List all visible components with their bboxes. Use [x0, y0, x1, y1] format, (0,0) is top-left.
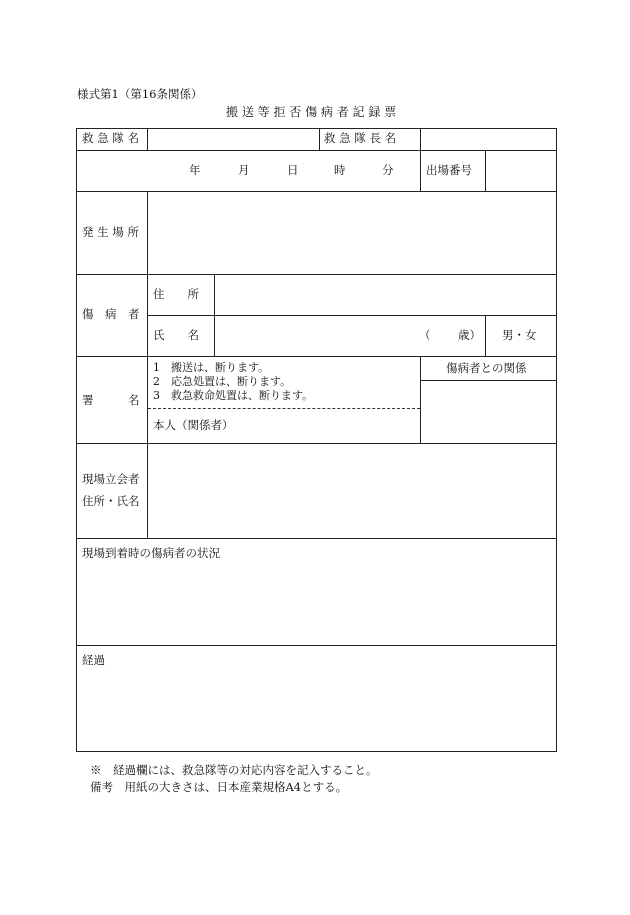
progress-field[interactable] [82, 672, 552, 746]
border-bottom [76, 751, 557, 752]
border-top [76, 128, 557, 129]
dispatch-number-field[interactable] [489, 165, 553, 179]
witness-label-line1: 現場立会者 [82, 472, 140, 486]
row-divider [76, 191, 557, 192]
date-month-label: 月 [238, 163, 250, 177]
team-name-label: 救 急 隊 名 [82, 131, 139, 145]
col-divider [214, 274, 215, 356]
age-open-paren: （ [419, 328, 431, 342]
row-divider [76, 356, 557, 357]
row-divider [76, 443, 557, 444]
border-left [76, 128, 77, 752]
note-paper-size: 備考 用紙の大きさは、日本産業規格A4とする。 [90, 780, 348, 794]
date-year-label: 年 [189, 163, 201, 177]
incident-location-field[interactable] [152, 196, 552, 270]
condition-field[interactable] [82, 566, 552, 640]
incident-location-label: 発 生 場 所 [82, 225, 139, 239]
team-name-field[interactable] [150, 133, 316, 147]
refusal-item-1: 1 搬送は、断ります。 [153, 361, 270, 374]
col-divider [147, 128, 148, 150]
date-day-label: 日 [287, 163, 299, 177]
refusal-item-2: 2 応急処置は、断ります。 [153, 375, 292, 388]
time-hour-label: 時 [334, 163, 346, 177]
progress-label: 経過 [82, 653, 105, 667]
principal-label: 本人（関係者） [153, 418, 234, 432]
col-divider [485, 150, 486, 191]
patient-name-label: 氏 名 [153, 328, 199, 342]
witness-field[interactable] [152, 448, 552, 534]
patient-address-label: 住 所 [153, 287, 199, 301]
col-divider [420, 150, 421, 191]
signature-field[interactable] [223, 412, 415, 440]
patient-label: 傷 病 者 [82, 307, 140, 321]
form-reference: 様式第1（第16条関係） [77, 87, 203, 101]
row-divider [76, 538, 557, 539]
patient-name-field[interactable] [219, 320, 414, 352]
witness-label-line2: 住所・氏名 [82, 494, 140, 508]
patient-sex-option[interactable]: 男・女 [502, 328, 537, 342]
col-divider [319, 128, 320, 150]
team-captain-field[interactable] [424, 133, 552, 147]
time-minute-label: 分 [382, 163, 394, 177]
refusal-item-3: 3 救急救命処置は、断ります。 [153, 389, 314, 402]
relation-field[interactable] [424, 385, 552, 439]
signature-dashed-line [148, 408, 420, 409]
row-divider [76, 274, 557, 275]
patient-address-field[interactable] [219, 279, 552, 311]
col-divider [420, 128, 421, 150]
col-divider [420, 356, 421, 443]
relation-label: 傷病者との関係 [446, 361, 527, 375]
row-divider [76, 645, 557, 646]
note-progress-column: ※ 経過欄には、救急隊等の対応内容を記入すること。 [90, 763, 378, 777]
form-title: 搬 送 等 拒 否 傷 病 者 記 録 票 [226, 105, 397, 119]
dispatch-number-label: 出場番号 [426, 163, 472, 177]
condition-label: 現場到着時の傷病者の状況 [82, 546, 220, 560]
age-unit-label: 歳） [458, 328, 481, 342]
patient-age-field[interactable] [433, 320, 455, 352]
col-divider [485, 315, 486, 356]
row-divider [147, 315, 557, 316]
col-divider [147, 191, 148, 443]
signature-label: 署 名 [82, 393, 140, 407]
team-captain-label: 救 急 隊 長 名 [324, 131, 397, 145]
row-divider [420, 380, 557, 381]
col-divider [147, 443, 148, 538]
border-right [556, 128, 557, 752]
